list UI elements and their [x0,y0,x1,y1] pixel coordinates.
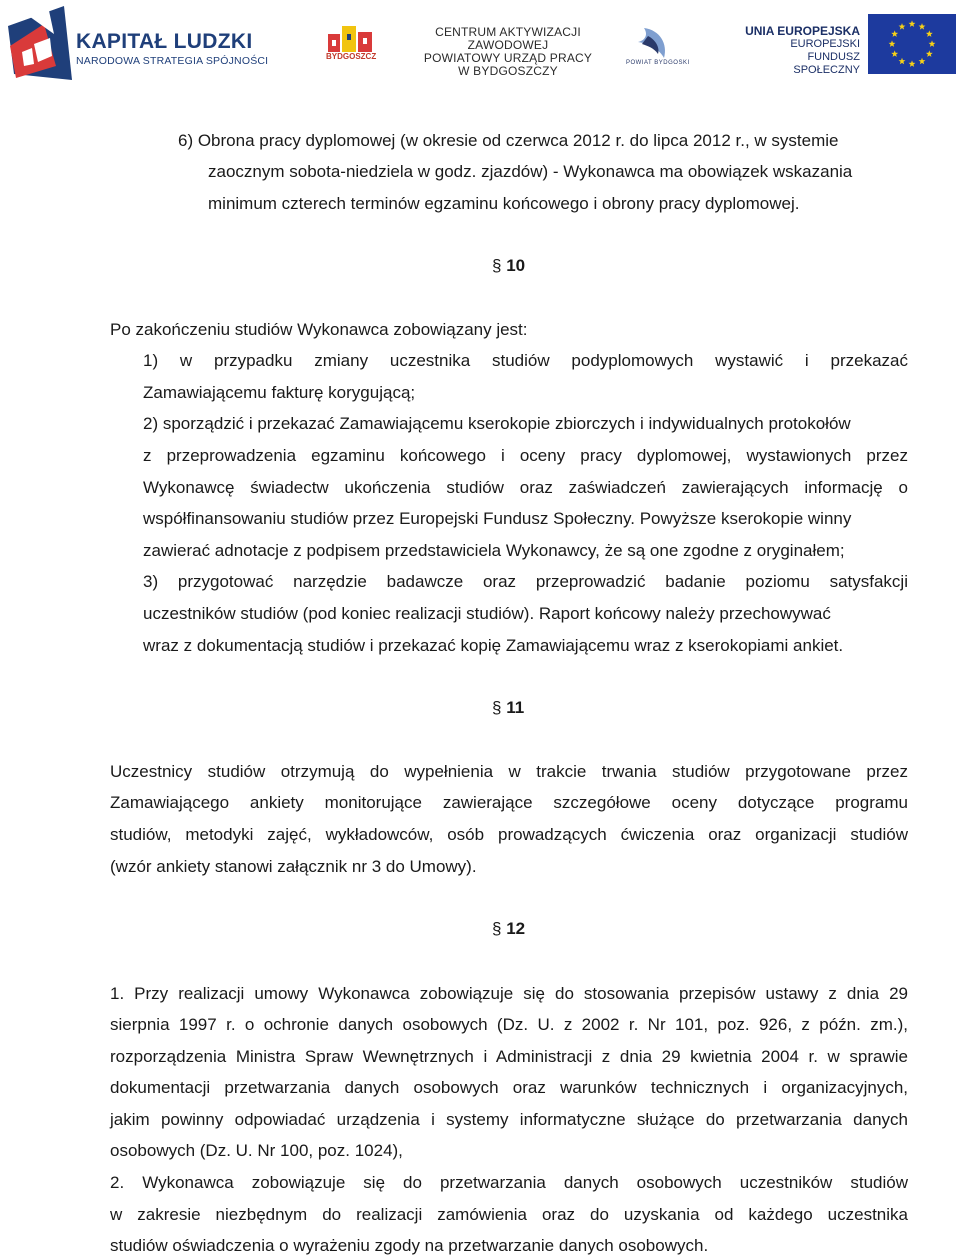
section-12-line-9: studiów oświadczenia o wyrażeniu zgody na przetwarzanie danych osobowych. [110,1236,709,1255]
section-11-number: 11 [506,698,525,717]
eu-logo-text [742,24,860,77]
section-10-line-10: uczestników studiów (pod koniec realizacji studiów). Raport końcowy należy przechowywać [143,604,831,623]
item6-line-3: minimum czterech terminów egzaminu końcowego i obrony pracy dyplomowej. [208,194,800,213]
section-12-line-7: 2. Wykonawca zobowiązuje się do przetwarzania danych osobowych uczestników studiów [110,1173,908,1192]
bird-logo-text: POWIAT BYDGOSKI [626,60,690,66]
section-10-line-6: Wykonawcę świadectw ukończenia studiów oraz zaświadczeń zawierających informację o [143,478,908,497]
section-11-line-3: studiów, metodyki zajęć, wykładowców, osób prowadzących ćwiczenia oraz organizacji studiów [110,825,908,844]
section-12-line-1: 1. Przy realizacji umowy Wykonawca zobowiązuje się do stosowania przepisów ustawy z dnia 29 [110,984,908,1003]
section-10-line-9: 3) przygotować narzędzie badawcze oraz przeprowadzić badanie poziomu satysfakcji [143,572,908,591]
eu-line-3: FUNDUSZ SPOŁECZNY [793,51,860,76]
section-10-line-11: wraz z dokumentacją studiów i przekazać kopię Zamawiającemu wraz z kserokopiami ankiet. [143,636,844,655]
section-10-line-4: 2) sporządzić i przekazać Zamawiającemu kserokopie zbiorczych i indywidualnych protokołów [143,414,851,433]
puk-line-3: W BYDGOSZCZY [458,64,558,78]
section-11-line-2: Zamawiającego ankiety monitorujące zawierające szczegółowe oceny dotyczące programu [110,793,908,812]
section-12-number: 12 [506,919,526,938]
section-12-line-8: w zakresie niezbędnym do realizacji zamówienia oraz do uzyskania od każdego uczestnika [110,1205,908,1224]
section-10-line-1: Po zakończeniu studiów Wykonawca zobowiązany jest: [110,320,528,339]
section-10-line-7: współfinansowaniu studiów przez Europejski Fundusz Społeczny. Powyższe kserokopie winny [143,509,852,528]
section-10-line-5: z przeprowadzenia egzaminu końcowego i oceny pracy dyplomowej, wystawionych przez [143,446,908,465]
section-10-line-2: 1) w przypadku zmiany uczestnika studiów podyplomowych wystawić i przekazać [143,351,908,370]
section-11-symbol: § [492,698,502,717]
section-12-line-4: dokumentacji przetwarzania danych osobowych oraz warunków technicznych i organizacyjnych, [110,1078,908,1097]
section-11-line-1: Uczestnicy studiów otrzymują do wypełnienia w trakcie trwania studiów przygotowane przez [110,762,908,781]
eu-flag-icon [868,14,956,74]
section-10-line-8: zawierać adnotacje z podpisem przedstawiciela Wykonawcy, że są one zgodne z oryginałem; [143,541,845,560]
section-12-line-6: osobowych (Dz. U. Nr 100, poz. 1024), [110,1141,403,1160]
puk-line-1: CENTRUM AKTYWIZACJI ZAWODOWEJ [435,25,581,52]
section-12-line-2: sierpnia 1997 r. o ochronie danych osobowych (Dz. U. z 2002 r. Nr 101, poz. 926, z późn. zm.), [110,1015,908,1034]
section-10-line-3: Zamawiającemu fakturę korygującą; [143,383,416,402]
kapital-ludzki-logo [76,30,268,67]
section-10-number: 10 [506,256,526,275]
item6-line-2: zaocznym sobota-niedziela w godz. zjazdów) - Wykonawca ma obowiązek wskazania [208,162,853,181]
puk-line-2: POWIATOWY URZĄD PRACY [423,51,593,65]
eu-line-1: UNIA EUROPEJSKA [745,24,860,38]
section-12-symbol: § [492,919,502,938]
eu-line-2: EUROPEJSKI [790,38,860,50]
section-12-line-5: jakim powinny odpowiadać urządzenia i systemy informatyczne służące do przetwarzania danych [110,1110,908,1129]
section-10-heading [492,256,525,276]
section-10-symbol: § [492,256,502,275]
kapital-ludzki-title: KAPITAŁ LUDZKI [76,30,253,53]
section-11-line-4: (wzór ankiety stanowi załącznik nr 3 do Umowy). [110,857,477,876]
section-12-line-3: rozporządzenia Ministra Spraw Wewnętrznych i Administracji z dnia 29 kwietnia 2004 r. w sprawie [110,1047,908,1066]
puk-logo [398,26,618,78]
section-11-heading [492,698,524,718]
item6-line-1: 6) Obrona pracy dyplomowej (w okresie od czerwca 2012 r. do lipca 2012 r., w systemie [178,131,839,150]
kapital-ludzki-subtitle: NARODOWA STRATEGIA SPÓJNOŚCI [76,55,269,67]
section-12-heading [492,919,525,939]
bydgoszcz-logo-text: BYDGOSZCZ [326,52,377,61]
